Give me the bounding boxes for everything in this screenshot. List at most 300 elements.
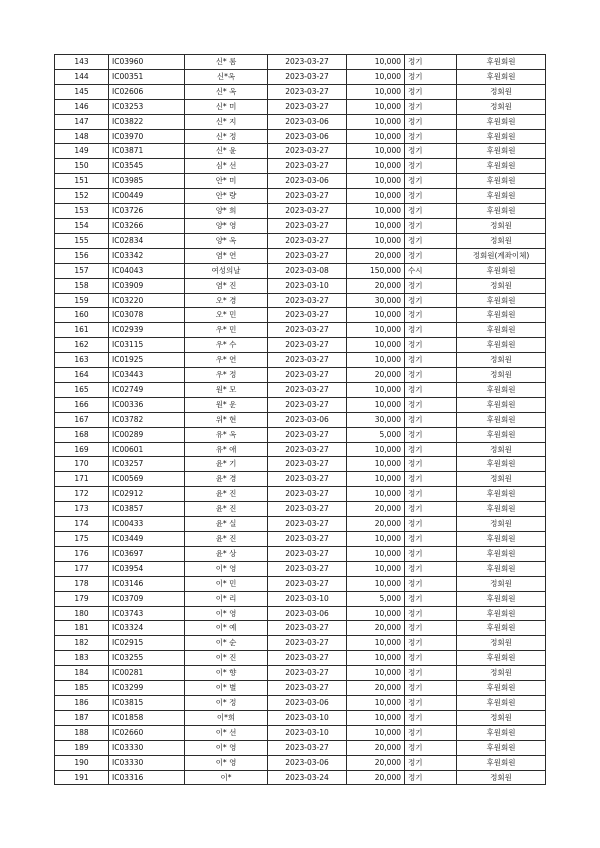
table-row — [55, 263, 546, 278]
payment-type-cell: 정기 — [405, 55, 457, 70]
payment-type-cell: 정기 — [405, 84, 457, 99]
member-category-cell: 정회원 — [457, 368, 546, 383]
payment-date-cell: 2023-03-10 — [268, 591, 347, 606]
member-category-cell: 후원회원 — [457, 412, 546, 427]
payment-date-cell: 2023-03-06 — [268, 755, 347, 770]
amount-cell: 10,000 — [347, 576, 405, 591]
amount-cell: 10,000 — [347, 174, 405, 189]
amount-cell: 20,000 — [347, 278, 405, 293]
row-number-cell: 189 — [55, 740, 109, 755]
member-id-cell: IC02749 — [109, 382, 185, 397]
row-number-cell: 158 — [55, 278, 109, 293]
row-number-cell: 146 — [55, 99, 109, 114]
amount-cell: 10,000 — [347, 725, 405, 740]
payment-date-cell: 2023-03-27 — [268, 576, 347, 591]
member-name-cell: 윤* 진 — [185, 487, 268, 502]
table-row — [55, 770, 546, 785]
member-category-cell: 후원회원 — [457, 308, 546, 323]
row-number-cell: 151 — [55, 174, 109, 189]
table-row — [55, 69, 546, 84]
payment-type-cell: 정기 — [405, 502, 457, 517]
payment-date-cell: 2023-03-10 — [268, 710, 347, 725]
member-category-cell: 후원회원 — [457, 204, 546, 219]
table-row — [55, 293, 546, 308]
member-id-cell: IC03078 — [109, 308, 185, 323]
member-name-cell: 신*옥 — [185, 69, 268, 84]
member-id-cell: IC03726 — [109, 204, 185, 219]
payment-type-cell: 정기 — [405, 338, 457, 353]
payment-date-cell: 2023-03-27 — [268, 666, 347, 681]
amount-cell: 5,000 — [347, 591, 405, 606]
table-row — [55, 397, 546, 412]
amount-cell: 10,000 — [347, 338, 405, 353]
row-number-cell: 172 — [55, 487, 109, 502]
member-id-cell: IC00281 — [109, 666, 185, 681]
table-row — [55, 606, 546, 621]
payment-date-cell: 2023-03-08 — [268, 263, 347, 278]
ledger-body — [55, 55, 546, 785]
amount-cell: 20,000 — [347, 502, 405, 517]
amount-cell: 10,000 — [347, 532, 405, 547]
payment-type-cell: 정기 — [405, 472, 457, 487]
payment-date-cell: 2023-03-27 — [268, 338, 347, 353]
table-row — [55, 412, 546, 427]
member-category-cell: 정회원 — [457, 278, 546, 293]
table-row — [55, 755, 546, 770]
member-id-cell: IC00569 — [109, 472, 185, 487]
payment-type-cell: 정기 — [405, 293, 457, 308]
member-id-cell: IC03970 — [109, 129, 185, 144]
member-category-cell: 후원회원 — [457, 695, 546, 710]
payment-type-cell: 정기 — [405, 99, 457, 114]
amount-cell: 10,000 — [347, 84, 405, 99]
amount-cell: 150,000 — [347, 263, 405, 278]
payment-date-cell: 2023-03-27 — [268, 502, 347, 517]
member-category-cell: 후원회원 — [457, 561, 546, 576]
row-number-cell: 175 — [55, 532, 109, 547]
payment-date-cell: 2023-03-27 — [268, 681, 347, 696]
row-number-cell: 145 — [55, 84, 109, 99]
member-category-cell: 정회원 — [457, 472, 546, 487]
member-category-cell: 후원회원 — [457, 69, 546, 84]
payment-date-cell: 2023-03-27 — [268, 159, 347, 174]
member-id-cell: IC03909 — [109, 278, 185, 293]
member-id-cell: IC03299 — [109, 681, 185, 696]
member-name-cell: 이* 영 — [185, 606, 268, 621]
row-number-cell: 186 — [55, 695, 109, 710]
member-id-cell: IC03253 — [109, 99, 185, 114]
member-category-cell: 후원회원 — [457, 546, 546, 561]
member-category-cell: 정회원 — [457, 442, 546, 457]
table-row — [55, 233, 546, 248]
payment-type-cell: 정기 — [405, 695, 457, 710]
member-category-cell: 후원회원 — [457, 338, 546, 353]
member-name-cell: 우* 민 — [185, 323, 268, 338]
amount-cell: 10,000 — [347, 353, 405, 368]
amount-cell: 10,000 — [347, 69, 405, 84]
row-number-cell: 155 — [55, 233, 109, 248]
member-name-cell: 양* 희 — [185, 204, 268, 219]
payment-date-cell: 2023-03-06 — [268, 695, 347, 710]
member-name-cell: 우* 정 — [185, 368, 268, 383]
member-category-cell: 후원회원 — [457, 651, 546, 666]
member-name-cell: 이* 별 — [185, 681, 268, 696]
member-category-cell: 후원회원 — [457, 487, 546, 502]
table-row — [55, 159, 546, 174]
row-number-cell: 171 — [55, 472, 109, 487]
member-name-cell: 이* 향 — [185, 666, 268, 681]
payment-type-cell: 정기 — [405, 129, 457, 144]
payment-type-cell: 정기 — [405, 681, 457, 696]
member-id-cell: IC03709 — [109, 591, 185, 606]
row-number-cell: 165 — [55, 382, 109, 397]
table-row — [55, 55, 546, 70]
member-category-cell: 후원회원 — [457, 591, 546, 606]
member-id-cell: IC03443 — [109, 368, 185, 383]
member-id-cell: IC03220 — [109, 293, 185, 308]
member-name-cell: 오* 민 — [185, 308, 268, 323]
table-row — [55, 457, 546, 472]
amount-cell: 10,000 — [347, 308, 405, 323]
member-id-cell: IC03146 — [109, 576, 185, 591]
member-name-cell: 원* 운 — [185, 397, 268, 412]
member-name-cell: 이* 영 — [185, 561, 268, 576]
row-number-cell: 177 — [55, 561, 109, 576]
amount-cell: 10,000 — [347, 55, 405, 70]
amount-cell: 10,000 — [347, 218, 405, 233]
member-id-cell: IC03871 — [109, 144, 185, 159]
member-name-cell: 이* 진 — [185, 651, 268, 666]
table-row — [55, 323, 546, 338]
row-number-cell: 176 — [55, 546, 109, 561]
payment-type-cell: 정기 — [405, 606, 457, 621]
payment-date-cell: 2023-03-27 — [268, 487, 347, 502]
payment-date-cell: 2023-03-27 — [268, 636, 347, 651]
table-row — [55, 308, 546, 323]
payment-date-cell: 2023-03-27 — [268, 353, 347, 368]
row-number-cell: 168 — [55, 427, 109, 442]
member-name-cell: 우* 수 — [185, 338, 268, 353]
payment-type-cell: 정기 — [405, 248, 457, 263]
amount-cell: 10,000 — [347, 457, 405, 472]
payment-type-cell: 정기 — [405, 189, 457, 204]
member-id-cell: IC02606 — [109, 84, 185, 99]
donation-ledger-table — [54, 54, 546, 785]
member-name-cell: 이*희 — [185, 710, 268, 725]
member-id-cell: IC04043 — [109, 263, 185, 278]
member-name-cell: 이* 영 — [185, 755, 268, 770]
member-category-cell: 후원회원 — [457, 159, 546, 174]
amount-cell: 10,000 — [347, 710, 405, 725]
member-name-cell: 이* 예 — [185, 621, 268, 636]
payment-date-cell: 2023-03-06 — [268, 412, 347, 427]
payment-type-cell: 정기 — [405, 368, 457, 383]
table-row — [55, 368, 546, 383]
member-id-cell: IC03743 — [109, 606, 185, 621]
member-name-cell: 이* 정 — [185, 695, 268, 710]
member-id-cell: IC03782 — [109, 412, 185, 427]
amount-cell: 10,000 — [347, 472, 405, 487]
member-id-cell: IC03115 — [109, 338, 185, 353]
row-number-cell: 164 — [55, 368, 109, 383]
payment-type-cell: 정기 — [405, 651, 457, 666]
payment-type-cell: 정기 — [405, 218, 457, 233]
member-category-cell: 후원회원 — [457, 263, 546, 278]
payment-type-cell: 정기 — [405, 114, 457, 129]
payment-type-cell: 정기 — [405, 69, 457, 84]
member-id-cell: IC03255 — [109, 651, 185, 666]
payment-date-cell: 2023-03-27 — [268, 84, 347, 99]
row-number-cell: 148 — [55, 129, 109, 144]
member-id-cell: IC03330 — [109, 740, 185, 755]
amount-cell: 20,000 — [347, 248, 405, 263]
member-id-cell: IC01925 — [109, 353, 185, 368]
amount-cell: 10,000 — [347, 99, 405, 114]
payment-date-cell: 2023-03-27 — [268, 55, 347, 70]
member-category-cell: 정회원(계좌이체) — [457, 248, 546, 263]
payment-type-cell: 정기 — [405, 144, 457, 159]
member-id-cell: IC03324 — [109, 621, 185, 636]
payment-type-cell: 정기 — [405, 532, 457, 547]
amount-cell: 10,000 — [347, 666, 405, 681]
payment-type-cell: 정기 — [405, 159, 457, 174]
row-number-cell: 178 — [55, 576, 109, 591]
payment-date-cell: 2023-03-27 — [268, 293, 347, 308]
payment-date-cell: 2023-03-27 — [268, 532, 347, 547]
payment-date-cell: 2023-03-27 — [268, 204, 347, 219]
member-name-cell: 윤* 진 — [185, 532, 268, 547]
member-name-cell: 여성의날 — [185, 263, 268, 278]
row-number-cell: 191 — [55, 770, 109, 785]
payment-date-cell: 2023-03-27 — [268, 99, 347, 114]
amount-cell: 20,000 — [347, 517, 405, 532]
payment-date-cell: 2023-03-27 — [268, 472, 347, 487]
member-name-cell: 이* 선 — [185, 725, 268, 740]
payment-date-cell: 2023-03-10 — [268, 725, 347, 740]
payment-type-cell: 정기 — [405, 204, 457, 219]
amount-cell: 20,000 — [347, 621, 405, 636]
table-row — [55, 591, 546, 606]
row-number-cell: 185 — [55, 681, 109, 696]
table-row — [55, 576, 546, 591]
amount-cell: 10,000 — [347, 606, 405, 621]
member-name-cell: 우* 연 — [185, 353, 268, 368]
row-number-cell: 144 — [55, 69, 109, 84]
row-number-cell: 150 — [55, 159, 109, 174]
member-name-cell: 이* 리 — [185, 591, 268, 606]
member-category-cell: 후원회원 — [457, 755, 546, 770]
amount-cell: 10,000 — [347, 561, 405, 576]
amount-cell: 10,000 — [347, 144, 405, 159]
member-name-cell: 신* 미 — [185, 99, 268, 114]
table-row — [55, 382, 546, 397]
table-row — [55, 189, 546, 204]
amount-cell: 5,000 — [347, 427, 405, 442]
table-row — [55, 338, 546, 353]
row-number-cell: 152 — [55, 189, 109, 204]
payment-type-cell: 정기 — [405, 666, 457, 681]
payment-type-cell: 정기 — [405, 710, 457, 725]
row-number-cell: 183 — [55, 651, 109, 666]
member-category-cell: 후원회원 — [457, 681, 546, 696]
amount-cell: 20,000 — [347, 681, 405, 696]
member-id-cell: IC02939 — [109, 323, 185, 338]
row-number-cell: 154 — [55, 218, 109, 233]
row-number-cell: 169 — [55, 442, 109, 457]
payment-date-cell: 2023-03-27 — [268, 457, 347, 472]
row-number-cell: 179 — [55, 591, 109, 606]
member-category-cell: 후원회원 — [457, 144, 546, 159]
member-category-cell: 후원회원 — [457, 740, 546, 755]
payment-type-cell: 정기 — [405, 412, 457, 427]
table-row — [55, 502, 546, 517]
row-number-cell: 163 — [55, 353, 109, 368]
member-id-cell: IC02915 — [109, 636, 185, 651]
table-row — [55, 99, 546, 114]
row-number-cell: 162 — [55, 338, 109, 353]
member-category-cell: 정회원 — [457, 576, 546, 591]
payment-type-cell: 정기 — [405, 546, 457, 561]
member-name-cell: 원* 모 — [185, 382, 268, 397]
member-name-cell: 위* 현 — [185, 412, 268, 427]
member-id-cell: IC03545 — [109, 159, 185, 174]
payment-type-cell: 정기 — [405, 576, 457, 591]
member-id-cell: IC03257 — [109, 457, 185, 472]
row-number-cell: 167 — [55, 412, 109, 427]
member-category-cell: 후원회원 — [457, 129, 546, 144]
payment-type-cell: 정기 — [405, 382, 457, 397]
row-number-cell: 160 — [55, 308, 109, 323]
member-category-cell: 정회원 — [457, 517, 546, 532]
payment-date-cell: 2023-03-27 — [268, 442, 347, 457]
member-name-cell: 양* 옥 — [185, 233, 268, 248]
payment-date-cell: 2023-03-27 — [268, 651, 347, 666]
amount-cell: 10,000 — [347, 651, 405, 666]
payment-date-cell: 2023-03-27 — [268, 546, 347, 561]
row-number-cell: 180 — [55, 606, 109, 621]
table-row — [55, 442, 546, 457]
table-row — [55, 84, 546, 99]
member-id-cell: IC03857 — [109, 502, 185, 517]
member-id-cell: IC03342 — [109, 248, 185, 263]
row-number-cell: 184 — [55, 666, 109, 681]
member-category-cell: 정회원 — [457, 710, 546, 725]
payment-date-cell: 2023-03-27 — [268, 561, 347, 576]
row-number-cell: 149 — [55, 144, 109, 159]
member-category-cell: 후원회원 — [457, 114, 546, 129]
member-name-cell: 신* 윤 — [185, 144, 268, 159]
table-row — [55, 174, 546, 189]
member-name-cell: 이* — [185, 770, 268, 785]
row-number-cell: 181 — [55, 621, 109, 636]
member-category-cell: 후원회원 — [457, 621, 546, 636]
member-id-cell: IC03815 — [109, 695, 185, 710]
member-name-cell: 유* 옥 — [185, 427, 268, 442]
table-row — [55, 681, 546, 696]
table-row — [55, 561, 546, 576]
table-row — [55, 278, 546, 293]
table-row — [55, 546, 546, 561]
member-id-cell: IC00433 — [109, 517, 185, 532]
payment-type-cell: 정기 — [405, 308, 457, 323]
payment-type-cell: 정기 — [405, 353, 457, 368]
member-category-cell: 후원회원 — [457, 189, 546, 204]
payment-type-cell: 정기 — [405, 397, 457, 412]
member-id-cell: IC03266 — [109, 218, 185, 233]
member-name-cell: 신* 지 — [185, 114, 268, 129]
row-number-cell: 182 — [55, 636, 109, 651]
payment-date-cell: 2023-03-27 — [268, 218, 347, 233]
payment-type-cell: 정기 — [405, 561, 457, 576]
amount-cell: 10,000 — [347, 382, 405, 397]
member-id-cell: IC03822 — [109, 114, 185, 129]
amount-cell: 10,000 — [347, 159, 405, 174]
member-category-cell: 후원회원 — [457, 606, 546, 621]
row-number-cell: 190 — [55, 755, 109, 770]
row-number-cell: 147 — [55, 114, 109, 129]
member-id-cell: IC02660 — [109, 725, 185, 740]
member-category-cell: 후원회원 — [457, 323, 546, 338]
amount-cell: 10,000 — [347, 233, 405, 248]
member-id-cell: IC02912 — [109, 487, 185, 502]
payment-date-cell: 2023-03-10 — [268, 278, 347, 293]
payment-type-cell: 정기 — [405, 636, 457, 651]
row-number-cell: 187 — [55, 710, 109, 725]
payment-date-cell: 2023-03-27 — [268, 233, 347, 248]
payment-date-cell: 2023-03-06 — [268, 129, 347, 144]
table-row — [55, 427, 546, 442]
payment-type-cell: 정기 — [405, 457, 457, 472]
table-row — [55, 725, 546, 740]
member-category-cell: 후원회원 — [457, 427, 546, 442]
member-category-cell: 후원회원 — [457, 502, 546, 517]
member-category-cell: 정회원 — [457, 770, 546, 785]
row-number-cell: 143 — [55, 55, 109, 70]
amount-cell: 10,000 — [347, 204, 405, 219]
payment-date-cell: 2023-03-27 — [268, 740, 347, 755]
table-row — [55, 740, 546, 755]
payment-type-cell: 정기 — [405, 770, 457, 785]
payment-date-cell: 2023-03-27 — [268, 69, 347, 84]
payment-type-cell: 정기 — [405, 278, 457, 293]
payment-type-cell: 정기 — [405, 591, 457, 606]
amount-cell: 10,000 — [347, 487, 405, 502]
table-row — [55, 666, 546, 681]
row-number-cell: 170 — [55, 457, 109, 472]
member-category-cell: 정회원 — [457, 99, 546, 114]
payment-type-cell: 정기 — [405, 517, 457, 532]
payment-date-cell: 2023-03-27 — [268, 189, 347, 204]
amount-cell: 10,000 — [347, 442, 405, 457]
member-category-cell: 후원회원 — [457, 293, 546, 308]
member-name-cell: 이* 민 — [185, 576, 268, 591]
member-category-cell: 후원회원 — [457, 457, 546, 472]
amount-cell: 10,000 — [347, 323, 405, 338]
member-category-cell: 후원회원 — [457, 725, 546, 740]
payment-date-cell: 2023-03-27 — [268, 144, 347, 159]
payment-type-cell: 정기 — [405, 487, 457, 502]
row-number-cell: 157 — [55, 263, 109, 278]
member-category-cell: 후원회원 — [457, 55, 546, 70]
member-name-cell: 이* 영 — [185, 740, 268, 755]
table-row — [55, 532, 546, 547]
amount-cell: 20,000 — [347, 755, 405, 770]
payment-date-cell: 2023-03-27 — [268, 427, 347, 442]
payment-date-cell: 2023-03-27 — [268, 621, 347, 636]
member-name-cell: 염* 연 — [185, 248, 268, 263]
member-name-cell: 신* 롬 — [185, 55, 268, 70]
payment-type-cell: 정기 — [405, 755, 457, 770]
